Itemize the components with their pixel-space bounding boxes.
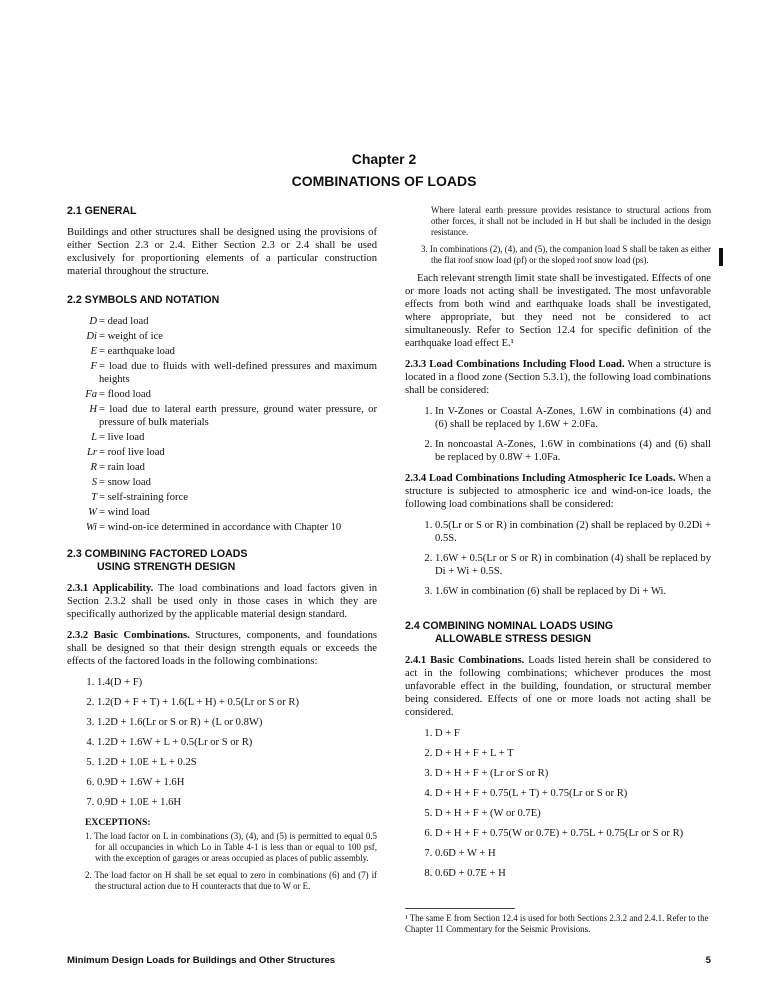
- section-2-4-heading-2: ALLOWABLE STRESS DESIGN: [435, 633, 591, 645]
- symbol-key: Di: [86, 331, 97, 342]
- ice-combination: 3. 1.6W in combination (6) shall be replaced by Di + Wi.: [435, 585, 711, 598]
- symbol-definition: = live load: [99, 432, 145, 443]
- symbol-key: Fa: [85, 389, 97, 400]
- symbol-list: [67, 315, 377, 534]
- exception-item: 1. The load factor on L in combinations (3), (4), and (5) is permitted to equal 0.5 for all occupancies in which Lo in Table 4-1 is less than or equal to 100 psf, with the exception of garages or areas occupied as places of public assembly.: [85, 831, 377, 863]
- exception-item: 2. The load factor on H shall be set equal to zero in combinations (6) and (7) if the structural action due to H counteracts that due to W or E.: [85, 870, 377, 891]
- ice-combination: 1. 0.5(Lr or S or R) in combination (2) shall be replaced by 0.2Di + 0.5S.: [435, 519, 711, 545]
- left-column: [67, 205, 377, 898]
- section-2-4-1: [405, 654, 711, 719]
- exception-3: 3. In combinations (2), (4), and (5), the companion load S shall be taken as either the flat roof snow load (pf) or the sloped roof snow load (ps).: [421, 244, 711, 265]
- symbol-definition: = wind load: [99, 507, 150, 518]
- section-2-3-4-title: 2.3.4 Load Combinations Including Atmospheric Ice Loads.: [405, 473, 676, 484]
- symbol-key: W: [88, 507, 97, 518]
- symbol-key: E: [90, 346, 97, 357]
- section-2-3-2-text: Structures, components, and foundations shall be designed so that their design strength equals or exceeds the effects of the factored loads in the following combinations:: [67, 630, 378, 667]
- symbol-row: [67, 491, 377, 504]
- footnote: ¹ The same E from Section 12.4 is used for both Sections 2.3.2 and 2.4.1. Refer to the Chapter 11 Commentary for the Seismic Provisions.: [405, 913, 709, 934]
- symbol-row: [67, 521, 377, 534]
- asd-combination: 6. D + H + F + 0.75(W or 0.7E) + 0.75L + 0.75(Lr or S or R): [435, 827, 711, 840]
- section-2-3-heading-1: 2.3 COMBINING FACTORED LOADS: [67, 548, 248, 560]
- asd-combination: 8. 0.6D + 0.7E + H: [435, 867, 711, 880]
- section-2-3-2: [67, 629, 377, 668]
- section-2-3-4-text: When a structure is subjected to atmospheric ice and wind-on-ice loads, the following load combinations shall be considered:: [405, 473, 711, 510]
- section-2-3-1-text: The load combinations and load factors given in Section 2.3.2 shall be used only in those cases in which they are specifically authorized by the applicable material design standard.: [67, 583, 377, 620]
- strength-combination: 6. 0.9D + 1.6W + 1.6H: [97, 776, 377, 789]
- page-footer: [67, 955, 711, 966]
- symbol-key: R: [90, 462, 97, 473]
- change-bar: [719, 248, 723, 266]
- symbol-definition: = rain load: [99, 462, 145, 473]
- symbol-row: [67, 476, 377, 489]
- symbol-key: Wi: [85, 522, 97, 533]
- section-2-3-2-title: 2.3.2 Basic Combinations.: [67, 630, 190, 641]
- ice-combinations-list: [405, 519, 711, 598]
- section-2-4-heading-1: 2.4 COMBINING NOMINAL LOADS USING: [405, 620, 614, 632]
- asd-combination: 5. D + H + F + (W or 0.7E): [435, 807, 711, 820]
- asd-combination: 1. D + F: [435, 727, 711, 740]
- symbol-definition: = weight of ice: [99, 331, 163, 342]
- symbol-row: [67, 431, 377, 444]
- symbol-definition: = wind-on-ice determined in accordance with Chapter 10: [99, 522, 342, 533]
- symbol-key: D: [89, 316, 97, 327]
- symbol-definition: = load due to fluids with well-defined pressures and maximum heights: [99, 361, 377, 385]
- symbol-definition: = snow load: [99, 477, 151, 488]
- section-2-3-4: [405, 472, 711, 511]
- strength-combination: 5. 1.2D + 1.0E + L + 0.2S: [97, 756, 377, 769]
- exceptions-list: [85, 831, 377, 892]
- page-number: 5: [705, 955, 711, 966]
- strength-combination: 1. 1.4(D + F): [97, 676, 377, 689]
- strength-combinations-list: [67, 676, 377, 809]
- flood-combination: 2. In noncoastal A-Zones, 1.6W in combinations (4) and (6) shall be replaced by 0.8W + 1.0Fa.: [435, 438, 711, 464]
- symbol-key: F: [90, 361, 97, 372]
- strength-combination: 2. 1.2(D + F + T) + 1.6(L + H) + 0.5(Lr or S or R): [97, 696, 377, 709]
- symbol-key: Lr: [86, 447, 97, 458]
- strength-combination: 3. 1.2D + 1.6(Lr or S or R) + (L or 0.8W): [97, 716, 377, 729]
- strength-combination: 4. 1.2D + 1.6W + L + 0.5(Lr or S or R): [97, 736, 377, 749]
- symbol-definition: = dead load: [99, 316, 149, 327]
- symbol-key: L: [91, 432, 97, 443]
- chapter-title: COMBINATIONS OF LOADS: [291, 173, 477, 189]
- right-column: [405, 205, 711, 888]
- section-2-3-heading-2: USING STRENGTH DESIGN: [97, 561, 236, 573]
- section-2-4-1-text: Loads listed herein shall be considered to act in the following combinations; whichever produces the most unfavorable effect in the building, foundation, or structural member being considered. Effects of one or more loads not acting shall be considered.: [405, 655, 712, 718]
- asd-combinations-list: [405, 727, 711, 880]
- section-2-3-3: [405, 358, 711, 397]
- section-2-1-heading: 2.1 GENERAL: [67, 205, 137, 217]
- section-2-4-1-title: 2.4.1 Basic Combinations.: [405, 655, 525, 666]
- symbol-key: S: [91, 477, 97, 488]
- symbol-definition: = self-straining force: [99, 492, 188, 503]
- symbol-row: [67, 315, 377, 328]
- limit-state-text: Each relevant strength limit state shall be investigated. Effects of one or more loads not acting shall be investigated. The most unfavorable effects from both wind and earthquake loads shall be investigated, where appropriate, but they need not be considered to act simultaneously. Refer to Section 12.4 for specific definition of the earthquake load effect E.¹: [405, 273, 711, 349]
- asd-combination: 2. D + H + F + L + T: [435, 747, 711, 760]
- symbol-definition: = flood load: [99, 389, 151, 400]
- section-2-3-3-title: 2.3.3 Load Combinations Including Flood Load.: [405, 359, 625, 370]
- symbol-row: [67, 446, 377, 459]
- symbol-key: T: [91, 492, 97, 503]
- symbol-row: [67, 330, 377, 343]
- symbol-definition: = earthquake load: [99, 346, 175, 357]
- section-2-3-3-text: When a structure is located in a flood zone (Section 5.3.1), the following load combinations shall be considered:: [405, 359, 712, 396]
- section-2-3-1-title: 2.3.1 Applicability.: [67, 583, 154, 594]
- symbol-row: [67, 360, 377, 386]
- symbol-row: [67, 506, 377, 519]
- symbol-key: H: [89, 404, 97, 415]
- flood-combination: 1. In V-Zones or Coastal A-Zones, 1.6W in combinations (4) and (6) shall be replaced by 1.6W + 2.0Fa.: [435, 405, 711, 431]
- symbol-row: [67, 345, 377, 358]
- ice-combination: 2. 1.6W + 0.5(Lr or S or R) in combination (4) shall be replaced by Di + Wi + 0.5S.: [435, 552, 711, 578]
- asd-combination: 4. D + H + F + 0.75(L + T) + 0.75(Lr or S or R): [435, 787, 711, 800]
- footnote-rule: [405, 908, 515, 909]
- asd-combination: 7. 0.6D + W + H: [435, 847, 711, 860]
- section-2-2-heading: 2.2 SYMBOLS AND NOTATION: [67, 294, 220, 306]
- symbol-definition: = roof live load: [99, 447, 165, 458]
- section-2-1-text: Buildings and other structures shall be designed using the provisions of either Section 2.3 or 2.4. Either Section 2.3 or 2.4 shall be used exclusively for proportioning elements of a particular construction material throughout the structure.: [67, 227, 377, 277]
- footer-title: Minimum Design Loads for Buildings and Other Structures: [67, 955, 336, 966]
- symbol-row: [67, 461, 377, 474]
- symbol-row: [67, 388, 377, 401]
- chapter-label: Chapter 2: [351, 151, 417, 167]
- asd-combination: 3. D + H + F + (Lr or S or R): [435, 767, 711, 780]
- flood-combinations-list: [405, 405, 711, 464]
- section-2-3-1: [67, 582, 377, 621]
- symbol-definition: = load due to lateral earth pressure, ground water pressure, or pressure of bulk materials: [99, 404, 377, 428]
- strength-combination: 7. 0.9D + 1.0E + 1.6H: [97, 796, 377, 809]
- exception-continuation: Where lateral earth pressure provides resistance to structural actions from other forces, it shall not be included in H but shall be included in the design resistance.: [431, 205, 711, 237]
- exceptions-label: EXCEPTIONS:: [85, 817, 151, 828]
- symbol-row: [67, 403, 377, 429]
